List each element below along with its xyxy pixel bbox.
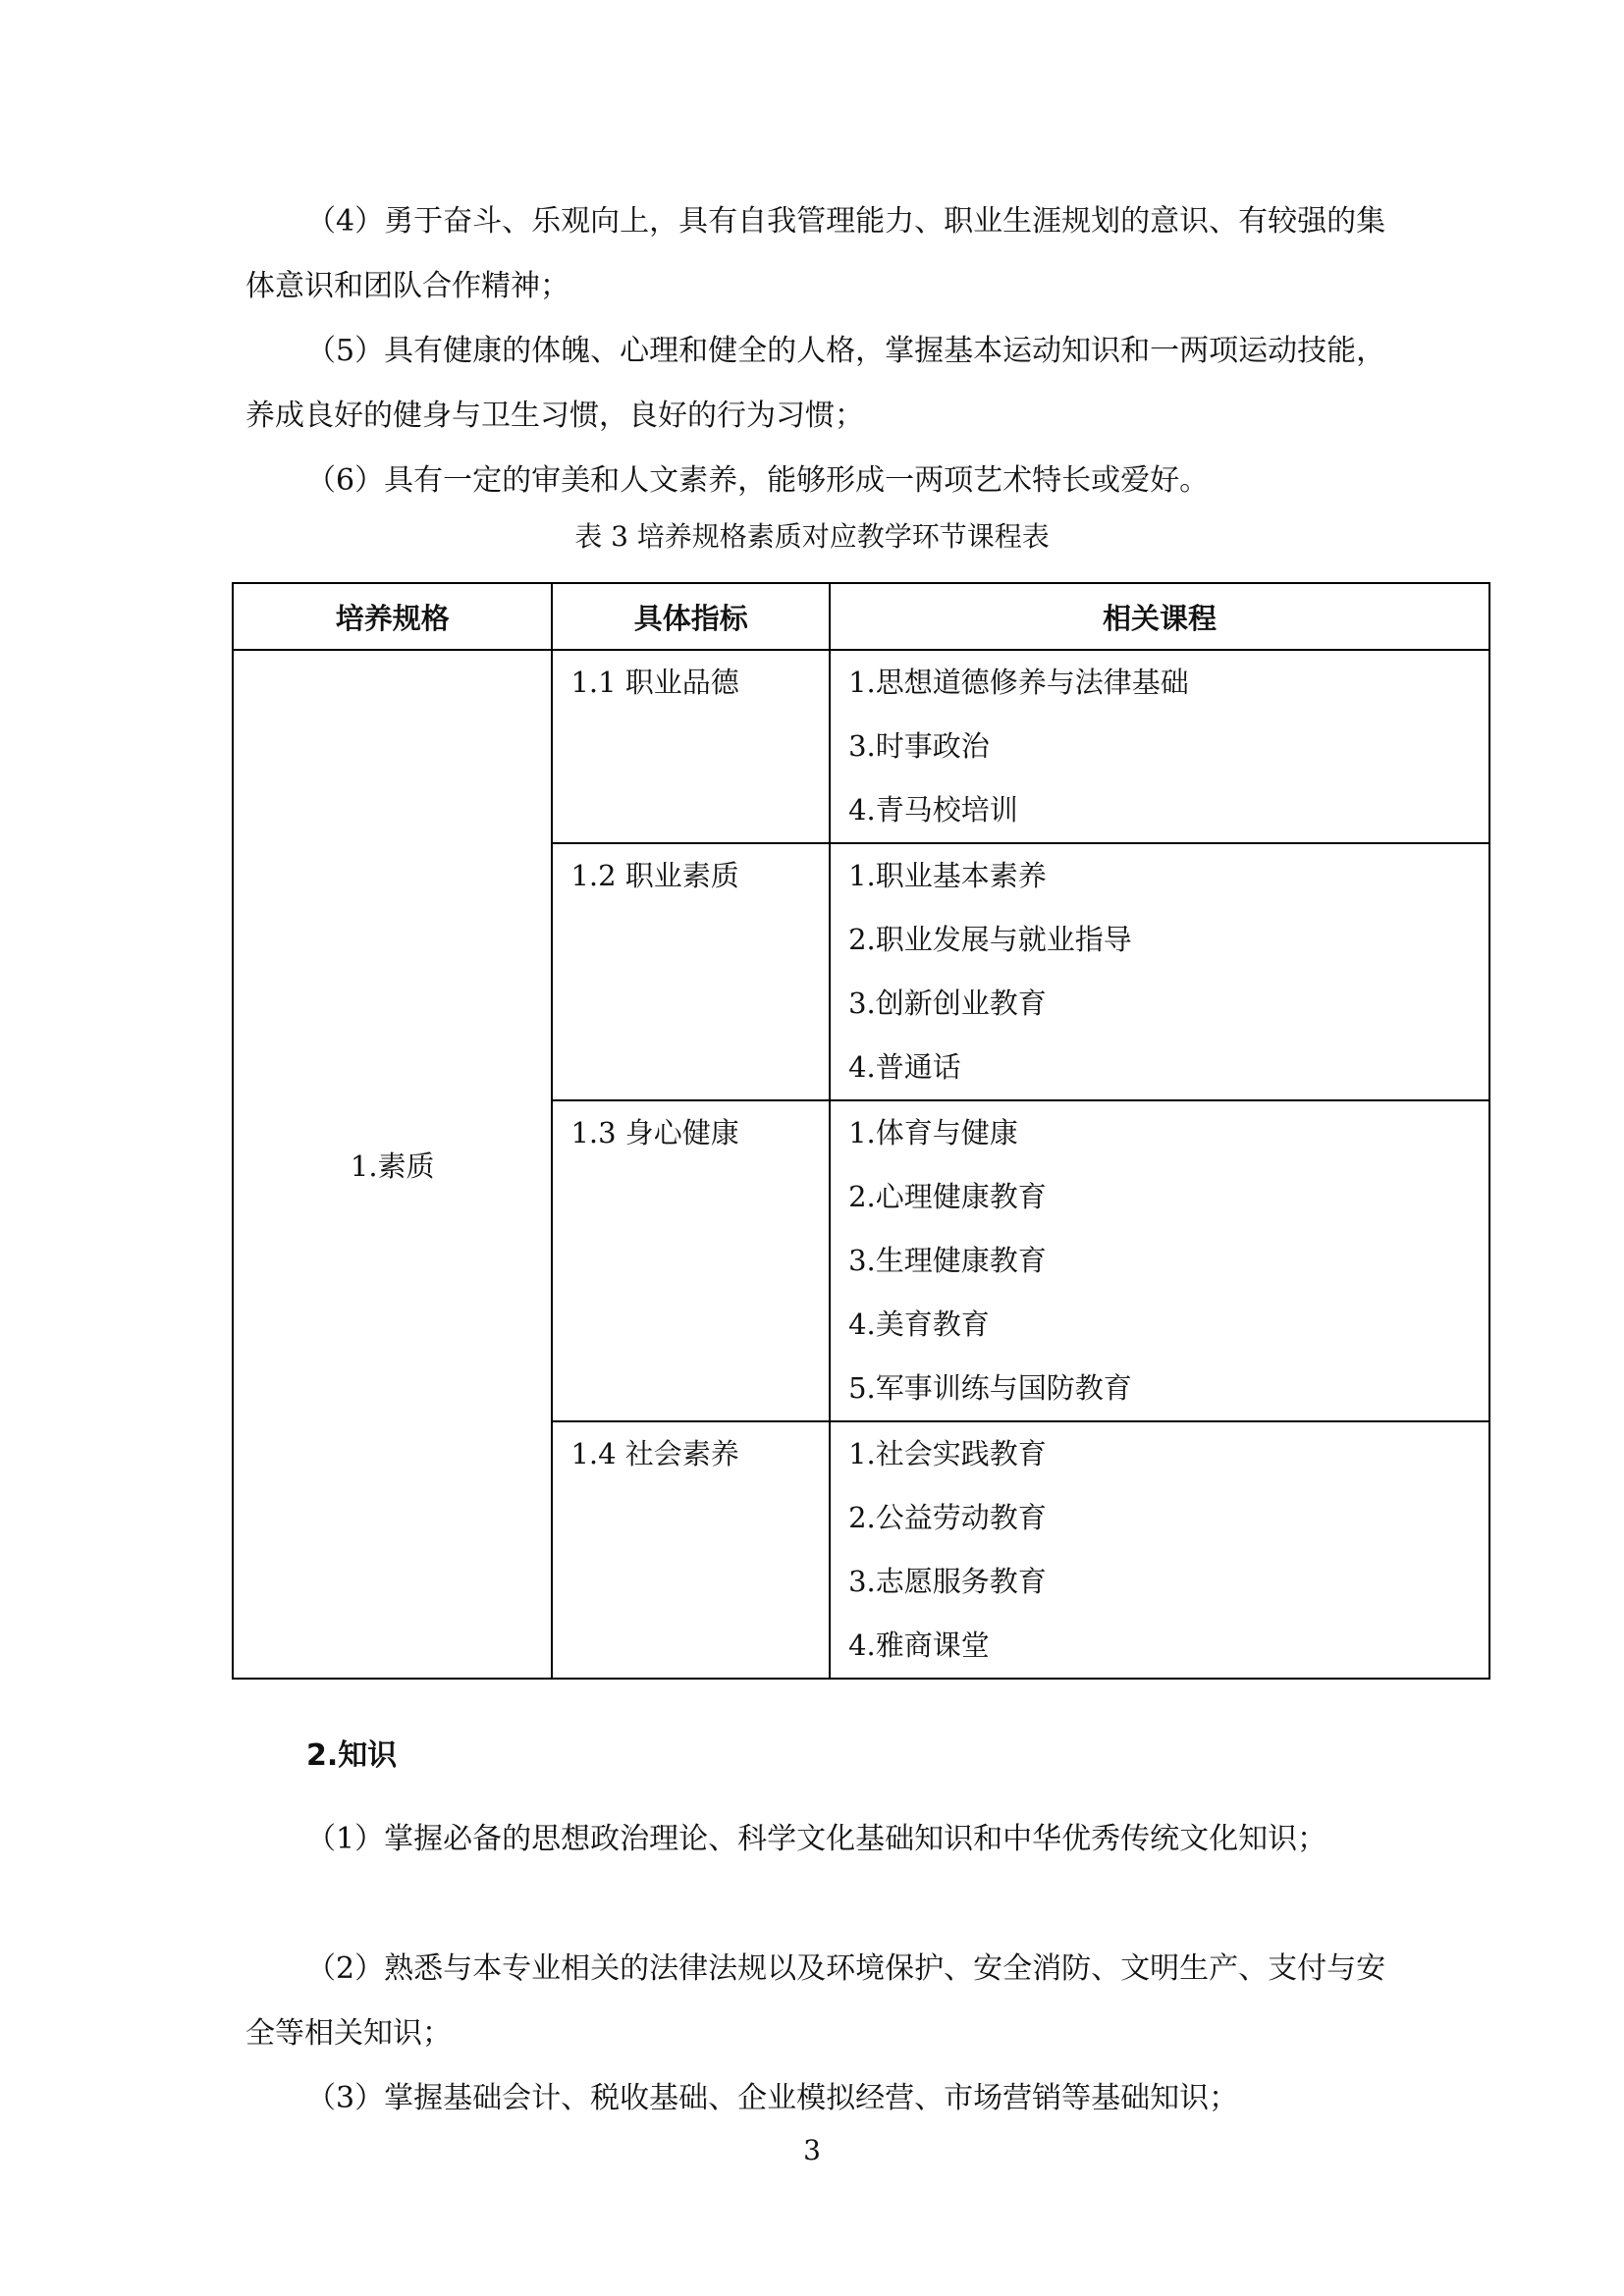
header-spec: 培养规格 bbox=[233, 583, 552, 650]
course-item: 4.雅商课堂 bbox=[848, 1629, 990, 1662]
course-item: 1.职业基本素养 bbox=[848, 859, 1047, 892]
requirement-paragraph-6: （6）具有一定的审美和人文素养，能够形成一两项艺术特长或爱好。 bbox=[306, 463, 1210, 498]
requirement-paragraph-4: （4）勇于奋斗、乐观向上，具有自我管理能力、职业生涯规划的意识、有较强的集体意识和团队合作精神； bbox=[245, 204, 1386, 303]
quality-course-table bbox=[232, 582, 1490, 1680]
course-list bbox=[830, 843, 1489, 1100]
spec-cell: 1.素质 bbox=[233, 650, 552, 1679]
header-courses: 相关课程 bbox=[830, 583, 1489, 650]
indicator-label: 1.3 身心健康 bbox=[570, 1116, 739, 1149]
course-item: 3.生理健康教育 bbox=[848, 1244, 1047, 1277]
course-item: 1.社会实践教育 bbox=[848, 1437, 1047, 1470]
requirement-paragraph-5: （5）具有健康的体魄、心理和健全的人格，掌握基本运动知识和一两项运动技能，养成良好的健身与卫生习惯，良好的行为习惯； bbox=[245, 334, 1386, 433]
course-item: 2.心理健康教育 bbox=[848, 1180, 1047, 1213]
course-item: 3.志愿服务教育 bbox=[848, 1565, 1047, 1598]
indicator-cell bbox=[552, 843, 830, 1100]
table-header-row bbox=[233, 583, 1489, 650]
course-item: 1.体育与健康 bbox=[848, 1116, 1018, 1149]
course-item: 5.军事训练与国防教育 bbox=[848, 1371, 1132, 1405]
course-list bbox=[830, 650, 1489, 843]
knowledge-heading: 2.知识 bbox=[306, 1738, 398, 1773]
indicator-label: 1.2 职业素质 bbox=[570, 859, 739, 892]
header-indicator: 具体指标 bbox=[552, 583, 830, 650]
course-item: 3.时事政治 bbox=[848, 729, 990, 763]
knowledge-paragraph-2: （2）熟悉与本专业相关的法律法规以及环境保护、安全消防、文明生产、支付与安全等相关知识； bbox=[245, 1951, 1386, 2051]
knowledge-paragraph-1: （1）掌握必备的思想政治理论、科学文化基础知识和中华优秀传统文化知识； bbox=[306, 1822, 1327, 1856]
course-item: 4.美育教育 bbox=[848, 1308, 990, 1341]
table-caption: 表 3 培养规格素质对应教学环节课程表 bbox=[574, 520, 1050, 553]
indicator-label: 1.1 职业品德 bbox=[570, 666, 739, 699]
course-list bbox=[830, 1100, 1489, 1421]
course-item: 2.公益劳动教育 bbox=[848, 1501, 1047, 1534]
knowledge-paragraph-3: （3）掌握基础会计、税收基础、企业模拟经营、市场营销等基础知识； bbox=[306, 2081, 1239, 2115]
course-item: 3.创新创业教育 bbox=[848, 987, 1047, 1020]
indicator-cell bbox=[552, 1421, 830, 1679]
course-item: 2.职业发展与就业指导 bbox=[848, 923, 1132, 956]
course-item: 4.青马校培训 bbox=[848, 793, 1018, 827]
page-number: 3 bbox=[803, 2134, 821, 2166]
course-list bbox=[830, 1421, 1489, 1679]
indicator-cell bbox=[552, 1100, 830, 1421]
table-row bbox=[233, 650, 1489, 843]
indicator-label: 1.4 社会素养 bbox=[570, 1437, 739, 1470]
course-item: 1.思想道德修养与法律基础 bbox=[848, 666, 1189, 699]
course-item: 4.普通话 bbox=[848, 1050, 961, 1084]
indicator-cell bbox=[552, 650, 830, 843]
